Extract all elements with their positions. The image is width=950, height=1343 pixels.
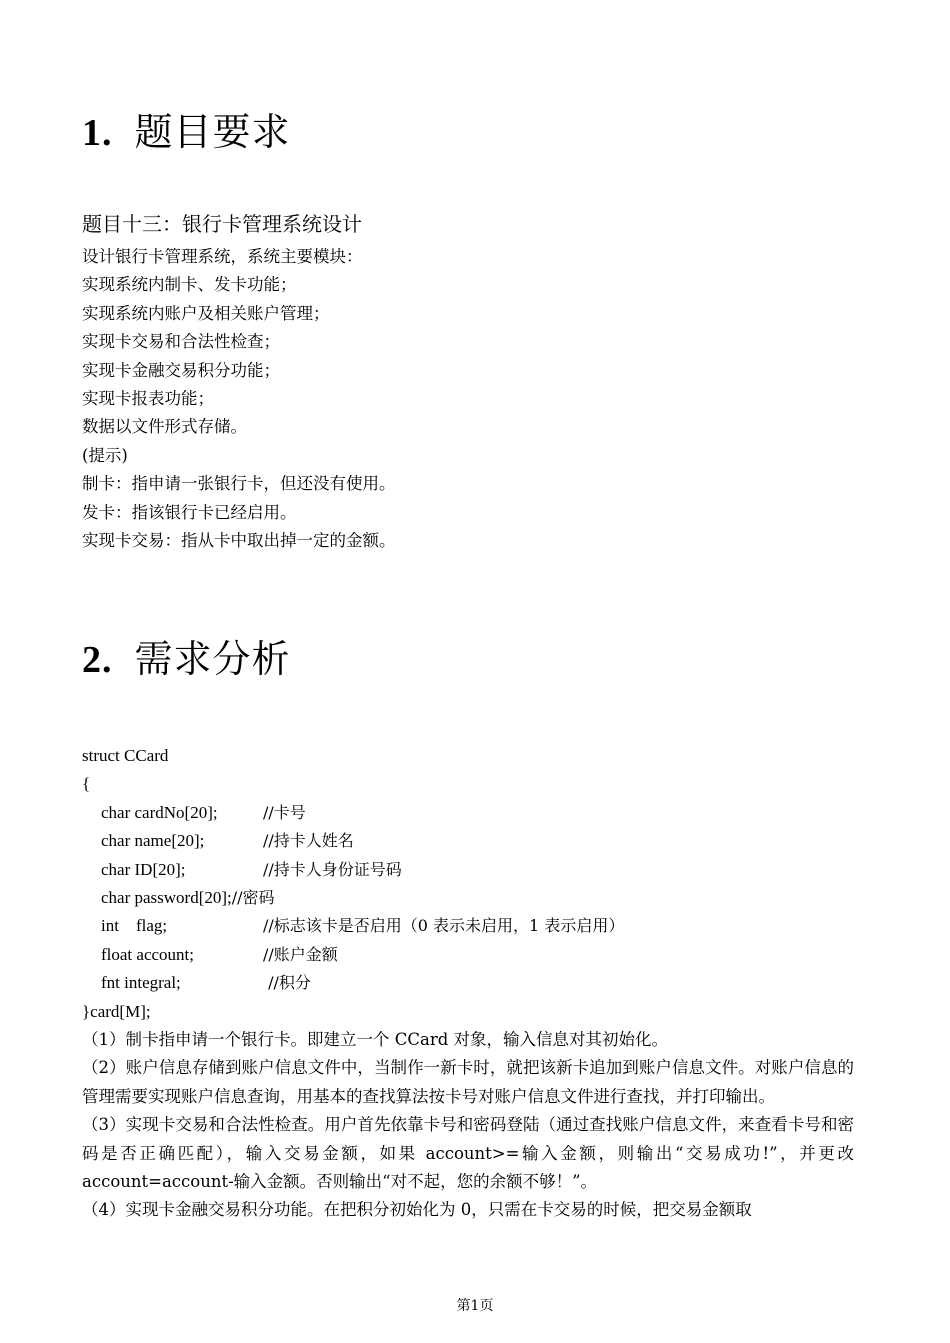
code-line: }card[M]; (82, 1001, 151, 1021)
topic-title: 题目十三：银行卡管理系统设计 (82, 212, 362, 236)
field-decl: float account; (101, 944, 194, 964)
field-decl: int flag; (101, 916, 168, 936)
code-line: struct CCard (82, 746, 169, 765)
analysis-paragraph: （2）账户信息存储到账户信息文件中，当制作一新卡时，就把该新卡追加到账户信息文件。对账户信息的管理需要实现账户信息查询，用基本的查找算法按卡号对账户信息文件进行查找，并打印输出。 (82, 1058, 854, 1106)
field-decl: char name[20]; (101, 831, 205, 851)
analysis-paragraph: （1）制卡指申请一个银行卡。即建立一个 CCard 对象，输入信息对其初始化。 (82, 1030, 669, 1049)
topic-line: 实现卡金融交易积分功能； (82, 360, 280, 380)
field-decl: char password[20]; (101, 887, 232, 907)
section-number: 1. (82, 112, 113, 154)
topic-line: (提示) (82, 445, 128, 465)
section-heading-1 (82, 110, 291, 155)
field-decl: char ID[20]; (101, 859, 186, 879)
field-comment: //卡号 (263, 802, 306, 822)
code-field (82, 884, 862, 912)
field-comment: //持卡人身份证号码 (263, 859, 402, 879)
topic-line: 实现卡报表功能； (82, 388, 214, 408)
topic-line: 实现系统内制卡、发卡功能； (82, 275, 297, 295)
field-decl: char cardNo[20]; (101, 802, 218, 822)
topic-line: 设计银行卡管理系统，系统主要模块： (82, 247, 363, 266)
code-field (82, 969, 862, 997)
field-comment: //密码 (231, 887, 275, 907)
code-field (82, 799, 862, 827)
topic-line: 实现卡交易和合法性检查； (82, 332, 280, 352)
section-number: 2. (82, 639, 113, 681)
topic-line: 制卡：指申请一张银行卡，但还没有使用。 (82, 474, 396, 494)
topic-line: 实现系统内账户及相关账户管理； (82, 303, 330, 323)
code-field (82, 941, 862, 969)
page-number: 第1页 (456, 1298, 494, 1314)
topic-line: 数据以文件形式存储。 (82, 417, 247, 437)
analysis-paragraph: （3）实现卡交易和合法性检查。用户首先依靠卡号和密码登陆（通过查找账户信息文件，来查看卡号和密码是否正确匹配），输入交易金额，如果 account>=输入金额，则输出“交易成功!”，并更改 account=account-输入金额。否则输出“对不起，您的余额不够！”。 (82, 1115, 854, 1192)
code-field (82, 912, 862, 940)
topic-line: 发卡：指该银行卡已经启用。 (82, 502, 297, 522)
section-heading-2 (82, 637, 291, 682)
analysis-paragraphs (82, 1026, 854, 1225)
field-decl: fnt integral; (101, 973, 181, 993)
code-field (82, 856, 862, 884)
analysis-paragraph: （4）实现卡金融交易积分功能。在把积分初始化为 0，只需在卡交易的时候，把交易金额取 (82, 1200, 752, 1220)
section-title: 题目要求 (134, 110, 291, 154)
section-title: 需求分析 (134, 637, 291, 681)
code-field (82, 827, 862, 855)
field-comment: //积分 (263, 973, 311, 993)
struct-code-block (82, 742, 862, 1026)
topic-lines (82, 243, 862, 555)
topic-line: 实现卡交易：指从卡中取出掉一定的金额。 (82, 530, 396, 550)
field-comment: //账户金额 (263, 944, 338, 964)
field-comment: //持卡人姓名 (263, 831, 354, 851)
code-line: { (82, 774, 91, 794)
field-comment: //标志该卡是否启用（0 表示未启用，1 表示启用） (263, 916, 625, 936)
